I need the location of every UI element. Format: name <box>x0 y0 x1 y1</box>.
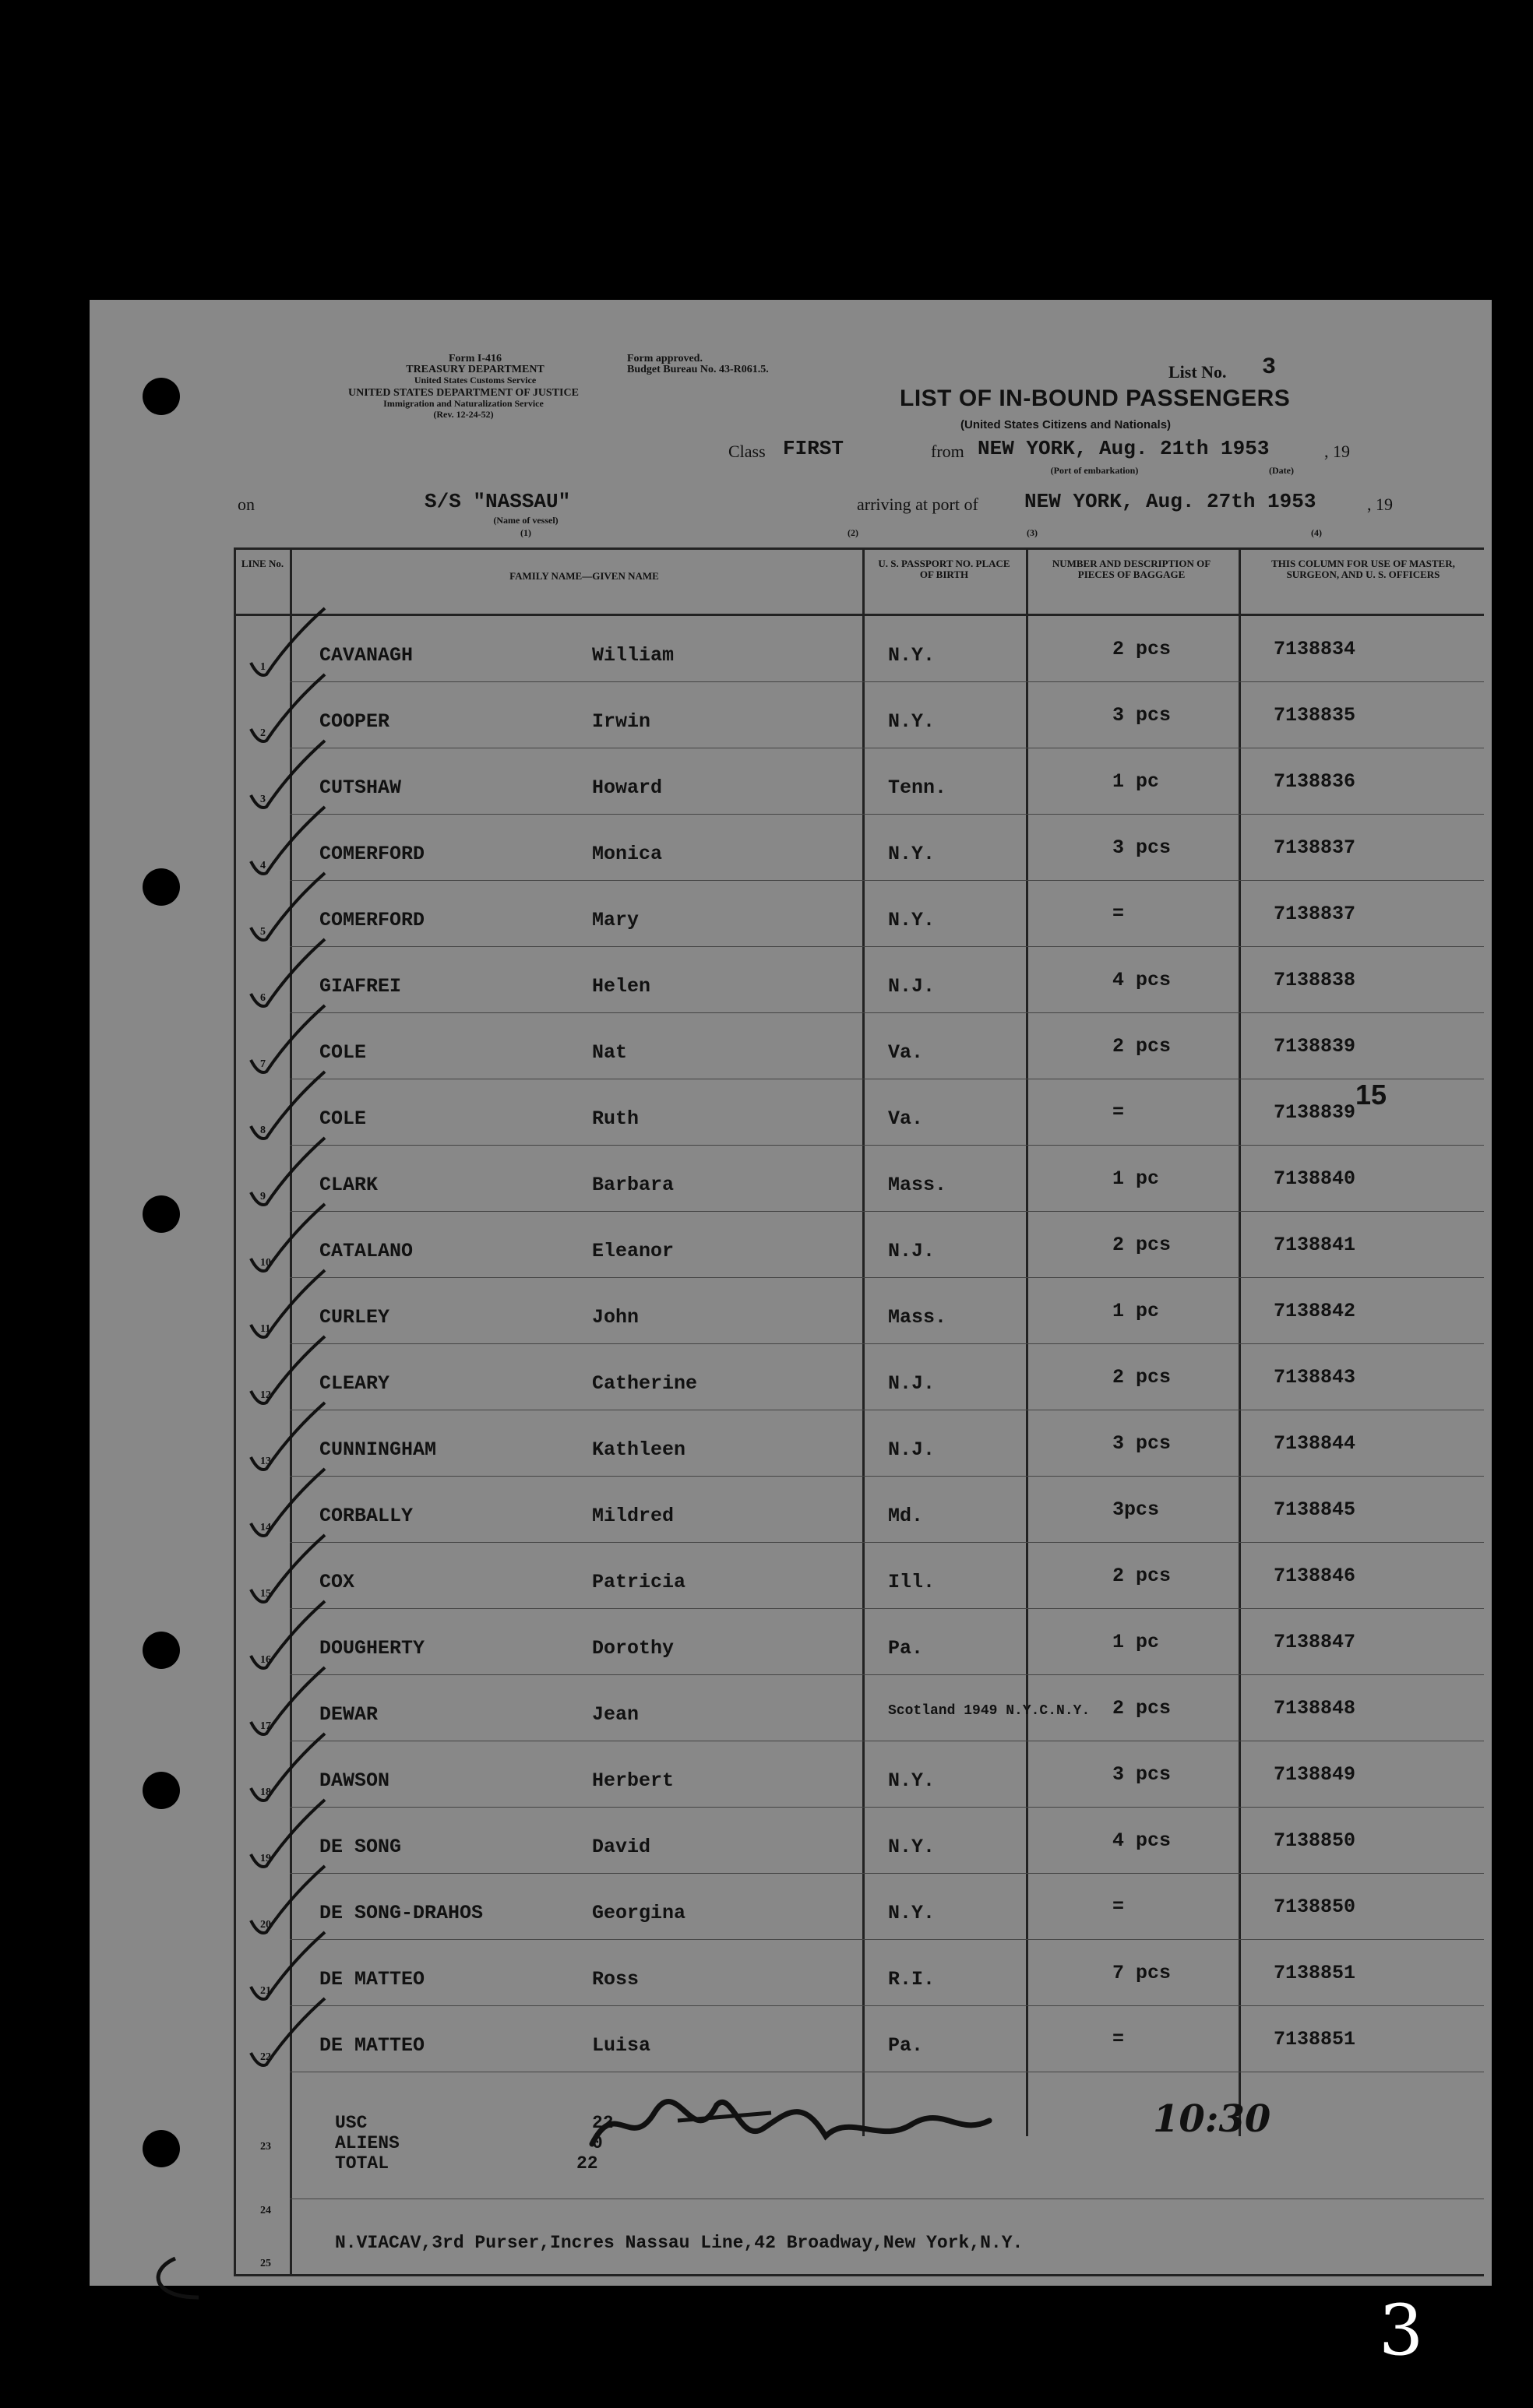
manifest-sheet <box>90 300 1492 2286</box>
given-name: Helen <box>592 975 651 998</box>
ticket-number: 7138846 <box>1274 1565 1356 1587</box>
punch-hole <box>143 1195 180 1233</box>
revision-date: (Rev. 12-24-52) <box>433 409 494 420</box>
usc-count: 22 <box>592 2113 614 2133</box>
line-number: 15 <box>260 1588 271 1600</box>
ticket-number: 7138834 <box>1274 638 1356 660</box>
port-embark-note: (Port of embarkation) <box>1050 465 1139 476</box>
table-row <box>234 1146 1484 1212</box>
col-passport: U. S. PASSPORT NO. PLACE OF BIRTH <box>878 558 1010 580</box>
place-of-birth: N.Y. <box>888 710 936 733</box>
check-mark-icon <box>243 1991 337 2084</box>
line-number: 7 <box>260 1058 266 1070</box>
line-number: 19 <box>260 1853 271 1864</box>
baggage-count: = <box>1112 2028 1125 2051</box>
baggage-count: 3 pcs <box>1112 836 1172 859</box>
column-number: (1) <box>520 527 531 538</box>
marginal-count: 15 <box>1355 1079 1387 1111</box>
family-name: DAWSON <box>319 1769 390 1792</box>
family-name: GIAFREI <box>319 975 402 998</box>
table-row <box>234 1874 1484 1940</box>
line-number: 16 <box>260 1654 271 1666</box>
place-of-birth: Tenn. <box>888 776 947 799</box>
table-row <box>234 1675 1484 1741</box>
class-label: Class <box>728 442 766 461</box>
line-number: 24 <box>260 2205 271 2216</box>
place-of-birth: Ill. <box>888 1571 936 1593</box>
ticket-number: 7138851 <box>1274 2028 1356 2051</box>
family-name: CATALANO <box>319 1240 414 1262</box>
baggage-count: 2 pcs <box>1112 1035 1172 1058</box>
punch-hole <box>143 2130 180 2167</box>
given-name: Mildred <box>592 1505 675 1527</box>
arriving-label: arriving at port of <box>857 495 978 514</box>
page-number: 3 <box>1379 2290 1424 2371</box>
baggage-count: 1 pc <box>1112 1631 1160 1653</box>
family-name: COOPER <box>319 710 390 733</box>
ins-service: Immigration and Naturalization Service <box>383 398 544 409</box>
place-of-birth: N.Y. <box>888 909 936 931</box>
vessel-note: (Name of vessel) <box>493 515 559 526</box>
line-number: 18 <box>260 1787 271 1798</box>
place-of-birth: Mass. <box>888 1174 947 1196</box>
ticket-number: 7138836 <box>1274 770 1356 793</box>
family-name: CLEARY <box>319 1372 390 1395</box>
class-value: FIRST <box>783 437 844 460</box>
table-row <box>234 2006 1484 2072</box>
baggage-count: 2 pcs <box>1112 1366 1172 1389</box>
officer-signature <box>584 2082 1129 2167</box>
ticket-number: 7138835 <box>1274 704 1356 727</box>
justice-dept: UNITED STATES DEPARTMENT OF JUSTICE <box>348 387 579 399</box>
col-name: FAMILY NAME—GIVEN NAME <box>509 570 659 582</box>
year-suffix-2: , 19 <box>1367 495 1393 514</box>
col-officers: THIS COLUMN FOR USE OF MASTER, SURGEON, AND U. S. OFFICERS <box>1271 558 1455 580</box>
arrival-value: NEW YORK, Aug. 27th 1953 <box>1024 490 1316 513</box>
line-number: 9 <box>260 1191 266 1202</box>
line-number: 21 <box>260 1985 271 1997</box>
column-number: (4) <box>1311 527 1322 538</box>
table-row <box>234 947 1484 1013</box>
signature-time: 10:30 <box>1153 2097 1271 2141</box>
passenger-table <box>234 547 1484 2276</box>
ticket-number: 7138840 <box>1274 1167 1356 1190</box>
place-of-birth: Md. <box>888 1505 924 1527</box>
baggage-count: 3 pcs <box>1112 1763 1172 1786</box>
given-name: Herbert <box>592 1769 675 1792</box>
line-number: 4 <box>260 860 266 871</box>
baggage-count: 1 pc <box>1112 1167 1160 1190</box>
table-row <box>234 1543 1484 1609</box>
given-name: Mary <box>592 909 640 931</box>
punch-hole <box>143 1772 180 1809</box>
place-of-birth: Pa. <box>888 2034 924 2057</box>
ticket-number: 7138843 <box>1274 1366 1356 1389</box>
table-row <box>234 815 1484 881</box>
place-of-birth: R.I. <box>888 1968 936 1991</box>
place-of-birth: Scotland 1949 N.Y.C.N.Y. <box>888 1703 1091 1719</box>
punch-hole <box>143 868 180 906</box>
place-of-birth: Pa. <box>888 1637 924 1660</box>
baggage-count: 3 pcs <box>1112 704 1172 727</box>
family-name: CLARK <box>319 1174 379 1196</box>
ticket-number: 7138841 <box>1274 1234 1356 1256</box>
line-number: 5 <box>260 926 266 938</box>
page-subtitle: (United States Citizens and Nationals) <box>960 418 1172 431</box>
form-number: Form I-416 <box>448 353 502 364</box>
col-line-no: LINE No. <box>241 558 284 569</box>
ticket-number: 7138837 <box>1274 836 1356 859</box>
col-baggage: NUMBER AND DESCRIPTION OF PIECES OF BAGGAGE <box>1052 558 1211 580</box>
usc-label: USC <box>335 2113 368 2133</box>
family-name: COLE <box>319 1041 367 1064</box>
ticket-number: 7138849 <box>1274 1763 1356 1786</box>
table-row <box>234 1741 1484 1808</box>
table-row <box>234 1278 1484 1344</box>
ticket-number: 7138850 <box>1274 1829 1356 1852</box>
ticket-number: 7138847 <box>1274 1631 1356 1653</box>
table-row <box>234 1477 1484 1543</box>
line-number: 17 <box>260 1720 271 1732</box>
ticket-number: 7138837 <box>1274 903 1356 925</box>
given-name: Eleanor <box>592 1240 675 1262</box>
family-name: DEWAR <box>319 1703 379 1726</box>
family-name: CURLEY <box>319 1306 390 1329</box>
table-row <box>234 1808 1484 1874</box>
family-name: CUNNINGHAM <box>319 1438 437 1461</box>
baggage-count: 7 pcs <box>1112 1962 1172 1984</box>
table-row <box>234 1079 1484 1146</box>
line-number: 20 <box>260 1919 271 1931</box>
table-row <box>234 616 1484 682</box>
line-number: 8 <box>260 1125 266 1136</box>
table-row <box>234 881 1484 947</box>
table-row <box>234 1410 1484 1477</box>
place-of-birth: Va. <box>888 1041 924 1064</box>
given-name: Monica <box>592 843 663 865</box>
baggage-count: 3 pcs <box>1112 1432 1172 1455</box>
line-number: 23 <box>260 2141 271 2153</box>
column-number: (2) <box>848 527 858 538</box>
place-of-birth: N.J. <box>888 1240 936 1262</box>
table-row <box>234 1212 1484 1278</box>
given-name: Kathleen <box>592 1438 686 1461</box>
line-number: 22 <box>260 2051 271 2063</box>
table-row <box>234 1344 1484 1410</box>
ticket-number: 7138839 <box>1274 1035 1356 1058</box>
ticket-number: 7138839 <box>1274 1101 1356 1124</box>
baggage-count: 4 pcs <box>1112 969 1172 991</box>
baggage-count: = <box>1112 1896 1125 1918</box>
given-name: Howard <box>592 776 663 799</box>
family-name: DOUGHERTY <box>319 1637 425 1660</box>
baggage-count: 2 pcs <box>1112 638 1172 660</box>
approved-note: Form approved. <box>627 353 703 364</box>
page-title: LIST OF IN-BOUND PASSENGERS <box>900 385 1291 411</box>
line-number: 1 <box>260 661 266 673</box>
family-name: COLE <box>319 1107 367 1130</box>
total-count: 22 <box>576 2153 598 2174</box>
line-number: 6 <box>260 992 266 1004</box>
family-name: DE MATTEO <box>319 2034 425 2057</box>
family-name: COX <box>319 1571 355 1593</box>
line-number: 11 <box>260 1323 271 1335</box>
line-number: 13 <box>260 1456 271 1467</box>
baggage-count: = <box>1112 1101 1125 1124</box>
given-name: Ruth <box>592 1107 640 1130</box>
ticket-number: 7138850 <box>1274 1896 1356 1918</box>
line-number: 3 <box>260 794 266 805</box>
year-suffix: , 19 <box>1324 442 1350 461</box>
place-of-birth: N.Y. <box>888 1902 936 1924</box>
table-row <box>234 1609 1484 1675</box>
given-name: William <box>592 644 675 667</box>
table-row <box>234 682 1484 748</box>
punch-hole <box>143 1632 180 1669</box>
family-name: COMERFORD <box>319 909 425 931</box>
aliens-count: 0 <box>592 2133 603 2153</box>
family-name: CUTSHAW <box>319 776 402 799</box>
given-name: Nat <box>592 1041 628 1064</box>
baggage-count: 2 pcs <box>1112 1697 1172 1720</box>
list-no-value: 3 <box>1262 354 1277 381</box>
line-number: 10 <box>260 1257 271 1269</box>
ticket-number: 7138842 <box>1274 1300 1356 1322</box>
table-row <box>234 748 1484 815</box>
table-row <box>234 1940 1484 2006</box>
aliens-label: ALIENS <box>335 2133 400 2153</box>
embarkation-value: NEW YORK, Aug. 21th 1953 <box>978 437 1270 460</box>
baggage-count: 2 pcs <box>1112 1234 1172 1256</box>
family-name: DE MATTEO <box>319 1968 425 1991</box>
column-number: (3) <box>1027 527 1038 538</box>
line-number: 2 <box>260 727 266 739</box>
given-name: Irwin <box>592 710 651 733</box>
given-name: Catherine <box>592 1372 698 1395</box>
place-of-birth: N.J. <box>888 975 936 998</box>
baggage-count: 4 pcs <box>1112 1829 1172 1852</box>
given-name: Dorothy <box>592 1637 675 1660</box>
family-name: DE SONG-DRAHOS <box>319 1902 484 1924</box>
given-name: Luisa <box>592 2034 651 2057</box>
ticket-number: 7138845 <box>1274 1498 1356 1521</box>
ticket-number: 7138851 <box>1274 1962 1356 1984</box>
baggage-count: 3pcs <box>1112 1498 1160 1521</box>
place-of-birth: N.J. <box>888 1438 936 1461</box>
place-of-birth: N.Y. <box>888 1769 936 1792</box>
given-name: David <box>592 1836 651 1858</box>
customs-service: United States Customs Service <box>414 375 537 385</box>
given-name: Georgina <box>592 1902 686 1924</box>
place-of-birth: Mass. <box>888 1306 947 1329</box>
family-name: CORBALLY <box>319 1505 414 1527</box>
from-label: from <box>931 442 964 461</box>
table-bottom-rule <box>234 2274 1484 2276</box>
date-note: (Date) <box>1269 465 1294 476</box>
line-number: 12 <box>260 1389 271 1401</box>
baggage-count: 1 pc <box>1112 770 1160 793</box>
ticket-number: 7138838 <box>1274 969 1356 991</box>
treasury-dept: TREASURY DEPARTMENT <box>406 364 544 375</box>
purser-line: N.VIACAV,3rd Purser,Incres Nassau Line,42 Broadway,New York,N.Y. <box>335 2233 1024 2253</box>
family-name: DE SONG <box>319 1836 402 1858</box>
place-of-birth: N.Y. <box>888 644 936 667</box>
given-name: Jean <box>592 1703 640 1726</box>
baggage-count: 2 pcs <box>1112 1565 1172 1587</box>
baggage-count: = <box>1112 903 1125 925</box>
table-top-rule <box>234 547 1484 550</box>
baggage-count: 1 pc <box>1112 1300 1160 1322</box>
family-name: CAVANAGH <box>319 644 414 667</box>
line-number: 25 <box>260 2258 271 2269</box>
given-name: Patricia <box>592 1571 686 1593</box>
given-name: Barbara <box>592 1174 675 1196</box>
vessel-name: S/S "NASSAU" <box>425 490 571 513</box>
line-number: 14 <box>260 1522 271 1533</box>
place-of-birth: N.Y. <box>888 843 936 865</box>
total-label: TOTAL <box>335 2153 389 2174</box>
place-of-birth: N.Y. <box>888 1836 936 1858</box>
punch-hole <box>143 378 180 415</box>
given-name: John <box>592 1306 640 1329</box>
list-no-label: List No. <box>1168 362 1227 382</box>
place-of-birth: N.J. <box>888 1372 936 1395</box>
given-name: Ross <box>592 1968 640 1991</box>
place-of-birth: Va. <box>888 1107 924 1130</box>
ticket-number: 7138848 <box>1274 1697 1356 1720</box>
budget-bureau: Budget Bureau No. 43-R061.5. <box>627 364 769 375</box>
table-row <box>234 1013 1484 1079</box>
on-label: on <box>238 495 255 514</box>
family-name: COMERFORD <box>319 843 425 865</box>
ticket-number: 7138844 <box>1274 1432 1356 1455</box>
corner-check-icon <box>144 2255 206 2301</box>
